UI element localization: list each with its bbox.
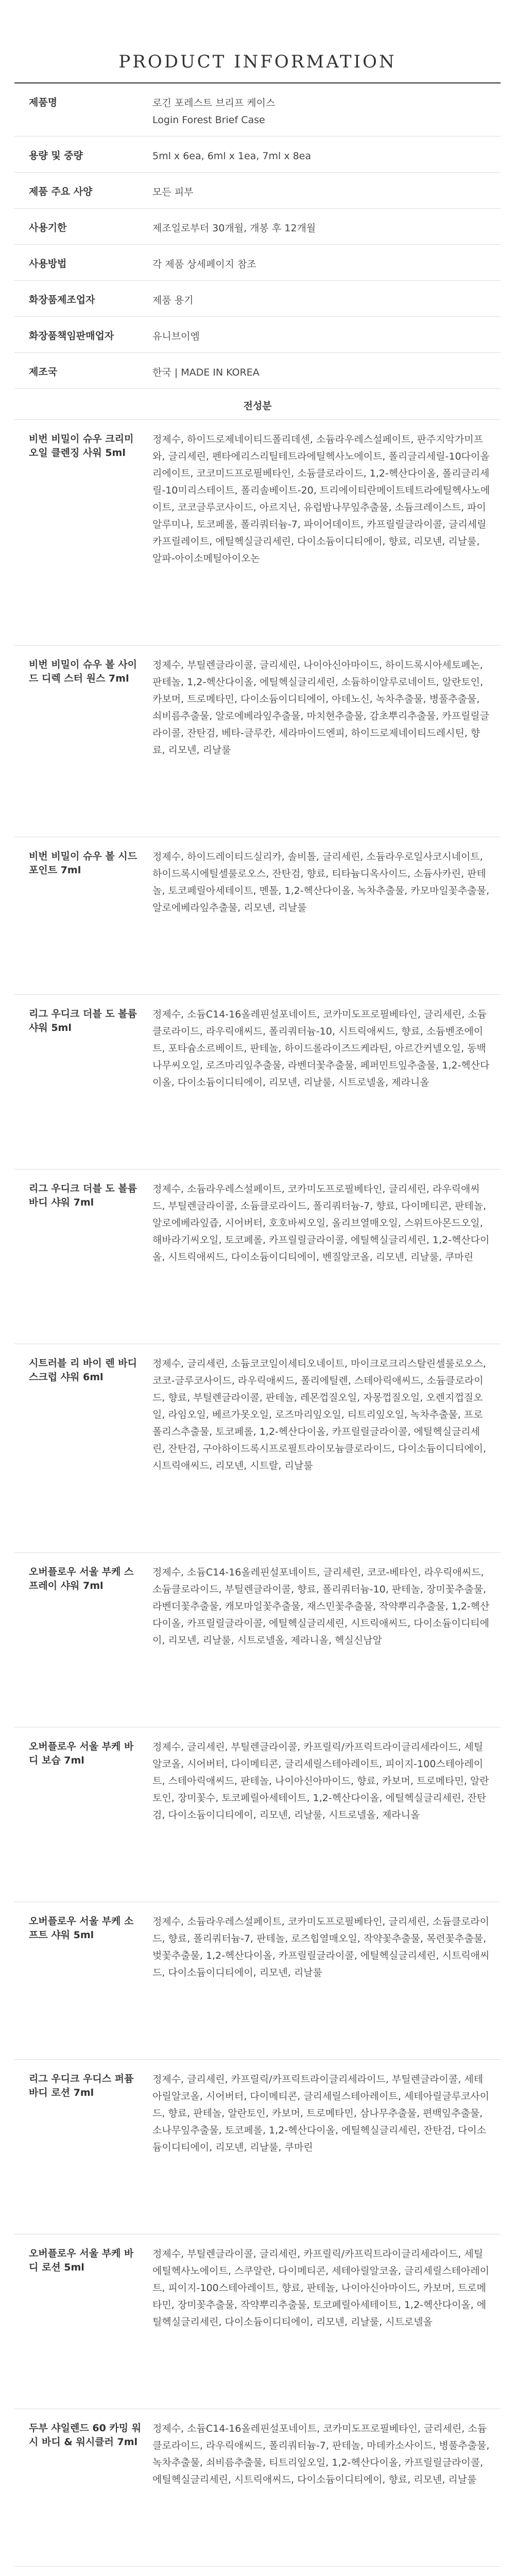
row-value: 정제수, 부틸렌글라이콜, 글리세린, 카프릴릭/카프릭트라이글리세라이드, 세틸에틸헥사노에이트, 스쿠알란, 다이메티콘, 세테아릴알코올, 글리세릴스테아레이트, 피이지-100스테아레이트, 향료, 판테놀, 나이아신아마이드, 카보머, 트로메타민, 장미꽃추출물, 작약뿌리추출물, 토코페릴아세테이트, 1,2-헥산다이올, 에틸헥실글리세린, 다이소듐이디티에이, 리모넨, 리날룰, 시트로넬올 [147,2234,501,2409]
info-row [14,837,501,995]
row-value: 정제수, 소듐라우레스설페이트, 코카미도프로필베타인, 글리세린, 소듐클로라이드, 향료, 폴리쿼터늄-7, 판테놀, 로즈힙열매오일, 작약꽃추출물, 목련꽃추출물, 벚꽃추출물, 1,2-헥산다이올, 카프릴릴글라이콜, 에틸헥실글리세린, 시트릭애씨드, 다이소듐이디티에이, 리모넨, 리날룰 [147,1902,501,2060]
row-value: 정제수, 글리세린, 카프릴릭/카프릭트라이글리세라이드, 부틸렌글라이콜, 세테아릴알코올, 시어버터, 다이메티콘, 글리세릴스테아레이트, 세테아릴글루코사이드, 향료, 판테놀, 알란토인, 카보머, 트로메타민, 삼나무추출물, 편백잎추출물, 소나무잎추출물, 토코페롤, 1,2-헥산다이올, 에틸헥실글리세린, 잔탄검, 다이소듐이디티에이, 리모넨, 리날룰, 쿠마린 [147,2060,501,2234]
row-value: 정제수, 부틸렌글라이콜, 글리세린, 나이아신아마이드, 하이드록시아세토페논, 판테놀, 1,2-헥산다이올, 에틸헥실글리세린, 소듐하이알루로네이트, 알란토인, 카보머, 트로메타민, 다이소듐이디티에이, 아데노신, 녹차추출물, 병풀추출물, 쇠비름추출물, 알로에베라잎추출물, 마치현추출물, 감초뿌리추출물, 카프릴릴글라이콜, 잔탄검, 베타-글루칸, 세라마이드엔피, 하이드로제네이티드레시틴, 향료, 리모넨, 리날룰 [147,646,501,837]
row-value: 정제수, 소듐C14-16올레핀설포네이트, 코카미도프로필베타인, 글리세린, 소듐클로라이드, 라우릭애씨드, 폴리쿼터늄-10, 시트릭애씨드, 향료, 소듐벤조에이트, 포타슘소르베이트, 판테놀, 하이드롤라이즈드케라틴, 아르간커넬오일, 동백나무씨오일, 로즈마리잎추출물, 라벤더꽃추출물, 페퍼민트잎추출물, 1,2-헥산다이올, 다이소듐이디티에이, 리모넨, 리날룰, 시트로넬올, 제라니올 [147,995,501,1170]
row-label: 제품명 [14,83,147,137]
row-label: 화장품책임판매업자 [14,317,147,353]
row-value: 정제수, 소듐C14-16올레핀설포네이트, 글리세린, 코코-베타인, 라우릭애씨드, 소듐클로라이드, 부틸렌글라이콜, 향료, 폴리쿼터늄-10, 판테놀, 장미꽃추출물, 라벤더꽃추출물, 캐모마일꽃추출물, 재스민꽃추출물, 작약뿌리추출물, 1,2-헥산다이올, 카프릴릴글라이콜, 에틸헥실글리세린, 시트릭애씨드, 다이소듐이디티에이, 리모넨, 리날룰, 시트로넬올, 제라니올, 헥실신남알 [147,1553,501,1727]
info-row [14,173,501,209]
info-row [14,420,501,646]
row-label: 오버플로우 서울 부케 바디 보습 7ml [14,1727,147,1902]
row-value: 정제수, 소듐C14-16올레핀설포네이트, 코카미도프로필베타인, 글리세린, 소듐클로라이드, 라우릭애씨드, 폴리쿼터늄-7, 판테놀, 마데카소사이드, 병풀추출물, 녹차추출물, 쇠비름추출물, 티트리잎오일, 1,2-헥산다이올, 카프릴릴글라이콜, 에틸헥실글리세린, 시트릭애씨드, 다이소듐이디티에이, 향료, 리모넨, 리날룰 [147,2409,501,2567]
row-value: 유니브이엠 [147,317,501,353]
row-value [147,2567,501,2576]
row-value: 정제수, 하이드로제네이티드폴리데센, 소듐라우레스설페이트, 판주지악가미프와, 글리세린, 펜타에리스리틸테트라에틸헥사노에이트, 폴리글리세릴-10다이올리에이트, 코코미드프로필베타인, 소듐클로라이드, 1,2-헥산다이올, 폴리글리세릴-10미리스테이트, 폴리솔베이트-20, 트리에이티란메이트테트라에틸헥사노에이트, 코코글루코사이드, 아르지닌, 유럽밤나무잎추출물, 소듐크레이스트, 파이알루미나, 토코페롤, 폴리쿼터늄-7, 파이어데이트, 카프릴릴글라이콜, 글리세릴카프릴레이트, 에틸헥실글리세린, 다이소듐이디티에이, 향료, 리모넨, 리날룰, 알파-아이소메틸아이오논 [147,420,501,646]
row-label: 용량 및 중량 [14,137,147,173]
row-value: 제품 용기 [147,281,501,317]
row-label: 화장품제조업자 [14,281,147,317]
row-label: 비번 비밀이 슈우 볼 사이드 디렉 스터 원스 7ml [14,646,147,837]
row-value: 5ml x 6ea, 6ml x 1ea, 7ml x 8ea [147,137,501,173]
row-label [14,2567,147,2576]
row-label: 오버플로우 서울 부케 스프레이 샤워 7ml [14,1553,147,1727]
info-row [14,2567,501,2576]
row-value: 정제수, 글리세린, 소듐코코일이세티오네이트, 마이크로크리스탈린셀룰로오스, 코코-글루코사이드, 라우릭애씨드, 폴리에틸렌, 스테아릭애씨드, 소듐클로라이드, 향료, 부틸렌글라이콜, 판테놀, 레몬껍질오일, 자몽껍질오일, 오렌지껍질오일, 라임오일, 베르가못오일, 로즈마리잎오일, 티트리잎오일, 녹차추출물, 프로폴리스추출물, 토코페롤, 1,2-헥산다이올, 카프릴릴글라이콜, 에틸헥실글리세린, 잔탄검, 구아하이드록시프로필트라이모늄클로라이드, 다이소듐이디티에이, 시트릭애씨드, 리모넨, 시트랄, 리날룰 [147,1344,501,1553]
row-label: 오버플로우 서울 부케 바디 로션 5ml [14,2234,147,2409]
row-label: 사용기한 [14,209,147,245]
row-label: 리그 우디크 우디스 퍼퓸 바디 로션 7ml [14,2060,147,2234]
info-row [14,1902,501,2060]
info-row [14,245,501,281]
info-row [14,646,501,837]
row-label: 비번 비밀이 슈우 볼 시드 포인트 7ml [14,837,147,995]
info-row [14,1170,501,1344]
info-row [14,1727,501,1902]
row-value: 모든 피부 [147,173,501,209]
row-label: 제품 주요 사양 [14,173,147,209]
row-label: 오버플로우 서울 부케 소프트 샤워 5ml [14,1902,147,2060]
info-row [14,2060,501,2234]
row-label: 비번 비밀이 슈우 크리미 오일 클렌징 사워 5ml [14,420,147,646]
row-label: 리그 우디크 더블 도 볼륨 바디 샤워 7ml [14,1170,147,1344]
row-label: 두부 샤일렌드 60 카밍 워시 바디 & 워시클러 7ml [14,2409,147,2567]
row-label: 시트러블 리 바이 렌 바디 스크럽 샤워 6ml [14,1344,147,1553]
row-value: 로긴 포레스트 브리프 케이스 Login Forest Brief Case [147,83,501,137]
row-label: 리그 우디크 더블 도 볼륨 샤워 5ml [14,995,147,1170]
info-row [14,137,501,173]
row-label: 제조국 [14,353,147,389]
ingredients-heading-row [14,389,501,420]
info-row [14,281,501,317]
info-row [14,2234,501,2409]
info-row [14,83,501,137]
ingredients-heading: 전성분 [14,389,501,420]
info-row [14,2409,501,2567]
row-value: 제조일로부터 30개월, 개봉 후 12개월 [147,209,501,245]
row-value: 한국 | MADE IN KOREA [147,353,501,389]
info-row [14,1344,501,1553]
row-label: 사용방법 [14,245,147,281]
row-value: 정제수, 소듐라우레스설페이트, 코카미도프로필베타인, 글리세린, 라우릭애씨드, 부틸렌글라이콜, 소듐클로라이드, 폴리쿼터늄-7, 향료, 다이메티콘, 판테놀, 알로에베라잎즙, 시어버터, 호호바씨오일, 올리브열매오일, 스위트아몬드오일, 해바라기씨오일, 토코페롤, 카프릴릴글라이콜, 에틸헥실글리세린, 1,2-헥산다이올, 시트릭애씨드, 다이소듐이디티에이, 벤질알코올, 리모넨, 리날룰, 쿠마린 [147,1170,501,1344]
info-row [14,317,501,353]
page-title: PRODUCT INFORMATION [118,52,397,72]
product-info-table [14,83,501,2576]
info-row [14,209,501,245]
info-row [14,353,501,389]
row-value: 각 제품 상세페이지 참조 [147,245,501,281]
row-value: 정제수, 글리세린, 부틸렌글라이콜, 카프릴릭/카프릭트라이글리세라이드, 세틸알코올, 시어버터, 다이메티콘, 글리세릴스테아레이트, 피이지-100스테아레이트, 스테아릭애씨드, 판테놀, 나이아신아마이드, 향료, 카보머, 트로메타민, 알란토인, 장미꽃수, 토코페릴아세테이트, 1,2-헥산다이올, 에틸헥실글리세린, 잔탄검, 다이소듐이디티에이, 리모넨, 리날룰, 시트로넬올, 제라니올 [147,1727,501,1902]
row-value: 정제수, 하이드레이티드실리카, 솔비톨, 글리세린, 소듐라우로일사코시네이트, 하이드록시에틸셀룰로오스, 잔탄검, 향료, 티타늄디옥사이드, 소듐사카린, 판테놀, 토코페릴아세테이트, 멘톨, 1,2-헥산다이올, 녹차추출물, 카모마일꽃추출물, 알로에베라잎추출물, 리모넨, 리날룰 [147,837,501,995]
info-row [14,1553,501,1727]
info-row [14,995,501,1170]
